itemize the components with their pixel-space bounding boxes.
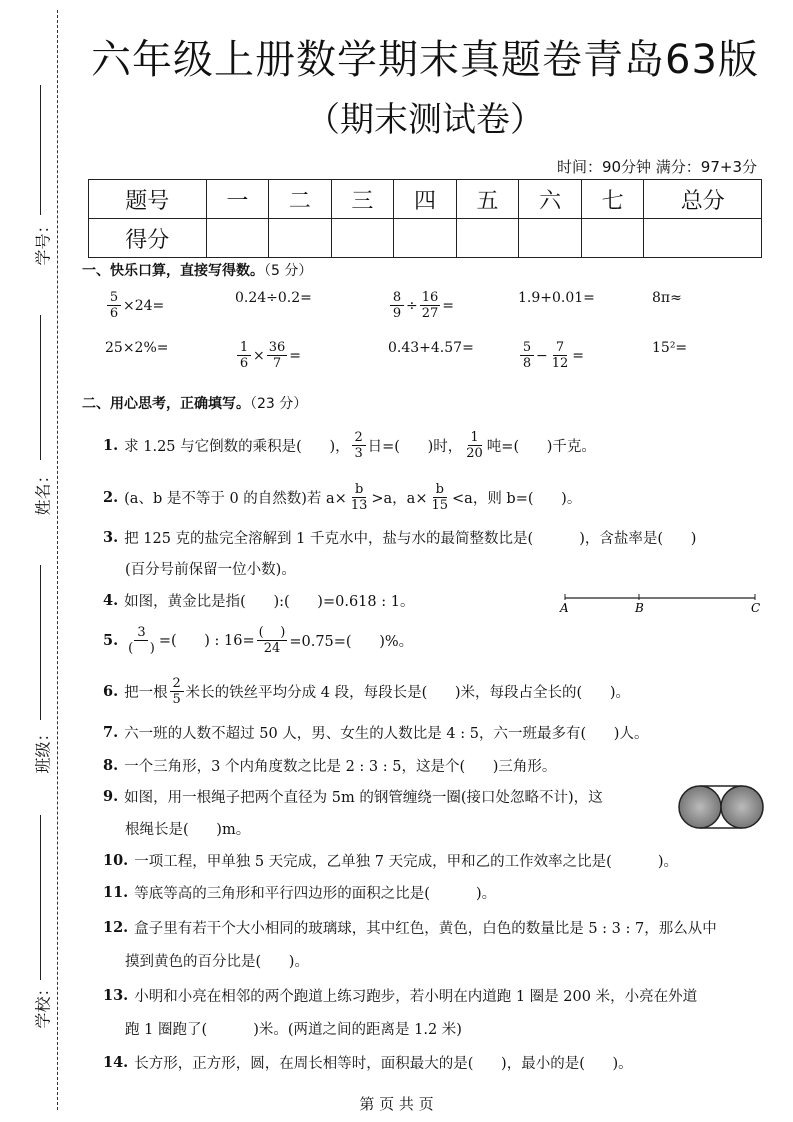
question-number: 9. [103, 788, 119, 805]
point-b-label: B [635, 601, 644, 614]
question-number: 5. [103, 632, 119, 649]
text: 根绳长是( )m。 [125, 822, 251, 838]
text: 8π≈ [652, 290, 682, 306]
text: × [253, 347, 265, 364]
text: 如图，黄金比是指( ):( )=0.618 : 1。 [124, 594, 415, 610]
text: 六一班的人数不超过 50 人，男、女生的人数比是 4 : 5，六一班最多有( )人。 [124, 726, 649, 742]
question-line [125, 818, 250, 839]
mental-math-item [235, 340, 301, 371]
text: − [536, 347, 548, 364]
text: 1.9+0.01= [518, 290, 595, 306]
point-c-label: C [751, 601, 761, 614]
question-line [103, 625, 413, 656]
point-a-label: A [560, 601, 569, 614]
score-cell[interactable] [456, 219, 519, 258]
numerator: 7 [553, 340, 567, 356]
segment-abc-figure [555, 590, 765, 614]
denominator: 5 [172, 692, 181, 707]
denominator: 3 [354, 446, 363, 461]
fraction [520, 340, 534, 371]
text: 求 1.25 与它倒数的乘积是( )， [124, 439, 350, 455]
class-line [40, 565, 41, 720]
text: 一个三角形，3 个内角度数之比是 2 : 3 : 5，这是个( )三角形。 [124, 759, 557, 775]
question-number: 10. [103, 852, 129, 869]
score-cell[interactable] [644, 219, 762, 258]
denominator: 12 [551, 356, 569, 371]
numerator: 3 [134, 625, 148, 641]
text: 米长的铁丝平均分成 4 段，每段长是( )米，每段占全长的( )。 [185, 685, 631, 701]
section1-points: （5 分） [264, 263, 313, 279]
score-table [88, 179, 762, 258]
score-cell[interactable] [269, 219, 332, 258]
mental-math-item [235, 290, 312, 306]
section1-heading [82, 260, 312, 280]
score-cell[interactable] [331, 219, 394, 258]
text: 如图，用一根绳子把两个直径为 5m 的钢管缠绕一圈(接口处忽略不计)，这 [124, 790, 603, 806]
score-cell[interactable] [519, 219, 582, 258]
numerator: b [352, 482, 366, 498]
question-line [103, 882, 496, 903]
student-id-label: 学号： [33, 217, 53, 266]
denominator: 24 [263, 641, 281, 656]
section2-points: （23 分） [250, 396, 308, 412]
pipe-right [721, 786, 763, 828]
text: 0.24÷0.2= [235, 290, 312, 306]
denominator: ( ) [128, 641, 155, 656]
text: 25×2%= [105, 340, 169, 356]
question-number: 3. [103, 529, 119, 546]
numerator: 8 [390, 290, 404, 306]
denominator: 27 [421, 306, 439, 321]
mental-math-item [652, 340, 687, 356]
question-line [125, 950, 309, 971]
binding-dashed-line [57, 10, 58, 1110]
fraction [429, 482, 450, 513]
denominator: 9 [392, 306, 402, 321]
fraction [349, 482, 370, 513]
text: 长方形，正方形，圆，在周长相等时，面积最大的是( )，最小的是( )。 [134, 1056, 633, 1072]
question-line [103, 917, 717, 938]
text: 一项工程，甲单独 5 天完成，乙单独 7 天完成，甲和乙的工作效率之比是( )。 [134, 854, 679, 870]
class-label: 班级： [33, 725, 53, 774]
question-number: 13. [103, 987, 129, 1004]
question-line [103, 755, 556, 776]
mental-math-item [518, 290, 595, 306]
question-number: 1. [103, 437, 119, 454]
header-cell: 一 [206, 180, 269, 219]
fraction [170, 676, 184, 707]
question-number: 4. [103, 592, 119, 609]
score-row [89, 219, 762, 258]
numerator: 1 [237, 340, 251, 356]
mental-math-item [518, 340, 584, 371]
denominator: 7 [272, 356, 282, 371]
page-subtitle: （期末测试卷） [306, 100, 544, 140]
header-cell: 五 [456, 180, 519, 219]
denominator: 8 [522, 356, 532, 371]
text: ×24= [123, 297, 165, 314]
text: ÷ [406, 297, 418, 314]
fraction [107, 290, 121, 321]
question-number: 11. [103, 884, 129, 901]
mental-math-item [105, 290, 164, 321]
header-cell: 四 [394, 180, 457, 219]
question-number: 8. [103, 757, 119, 774]
question-line [103, 1052, 633, 1073]
text: 吨=( )千克。 [486, 439, 596, 455]
numerator: 2 [170, 676, 184, 692]
question-number: 6. [103, 683, 119, 700]
text: 把一根 [124, 685, 168, 701]
school-line [40, 815, 41, 980]
fraction [352, 430, 366, 461]
question-line [125, 1018, 462, 1039]
text: 日=( )时， [367, 439, 463, 455]
denominator: 13 [350, 498, 368, 513]
numerator: b [433, 482, 447, 498]
pipe-left [679, 786, 721, 828]
question-line [103, 722, 648, 743]
page-footer: 第 页 共 页 [359, 1095, 434, 1113]
text: >a，a× [371, 491, 428, 507]
name-label: 姓名： [33, 467, 53, 516]
school-label: 学校： [33, 980, 53, 1029]
fraction [550, 340, 571, 371]
fraction [420, 290, 441, 321]
mental-math-item [652, 290, 682, 306]
numerator: ( ) [258, 625, 286, 640]
text: (百分号前保留一位小数)。 [125, 562, 296, 578]
row-label: 得分 [89, 219, 207, 258]
time-info: 时间：90分钟 满分：97+3分 [556, 158, 757, 176]
header-cell: 三 [331, 180, 394, 219]
text: =( ) : 16= [158, 632, 255, 649]
text: <a，则 b=( )。 [452, 491, 582, 507]
question-line [103, 430, 596, 461]
question-line [103, 786, 603, 807]
numerator: 16 [421, 290, 439, 305]
question-number: 12. [103, 919, 129, 936]
mental-math-item [388, 290, 454, 321]
fraction [464, 430, 485, 461]
numerator: 5 [107, 290, 121, 306]
denominator: 6 [109, 306, 119, 321]
section2-heading [82, 393, 307, 413]
name-line [40, 315, 41, 460]
question-number: 7. [103, 724, 119, 741]
text: 小明和小亮在相邻的两个跑道上练习跑步，若小明在内道跑 1 圈是 200 米，小亮在外道 [134, 989, 698, 1005]
denominator: 6 [239, 356, 249, 371]
question-line [103, 590, 414, 611]
text: 摸到黄色的百分比是( )。 [125, 954, 309, 970]
denominator: 15 [431, 498, 449, 513]
score-cell[interactable] [206, 219, 269, 258]
header-cell: 题号 [89, 180, 207, 219]
numerator: 1 [468, 430, 482, 446]
fraction [257, 625, 288, 656]
question-number: 14. [103, 1054, 129, 1071]
question-line [103, 482, 581, 513]
text: 跑 1 圈跑了( )米。(两道之间的距离是 1.2 米) [125, 1022, 462, 1038]
two-pipes-figure [678, 784, 764, 830]
section2-title: 二、用心思考，正确填写。 [82, 396, 250, 412]
header-cell: 六 [519, 180, 582, 219]
text: 把 125 克的盐完全溶解到 1 千克水中，盐与水的最简整数比是( )，含盐率是( ) [124, 531, 697, 547]
numerator: 36 [268, 340, 286, 355]
text: = [289, 347, 302, 364]
text: (a、b 是不等于 0 的自然数)若 a× [124, 491, 347, 507]
fraction [267, 340, 288, 371]
text: =0.75=( )%。 [289, 634, 414, 650]
section1-title: 一、快乐口算，直接写得数。 [82, 263, 264, 279]
text: = [572, 347, 585, 364]
text: 盒子里有若干个大小相同的玻璃球，其中红色，黄色，白色的数量比是 5 : 3 : 7，那么从中 [134, 921, 717, 937]
text: 等底等高的三角形和平行四边形的面积之比是( )。 [134, 886, 497, 902]
text: 0.43+4.57= [388, 340, 474, 356]
score-cell[interactable] [394, 219, 457, 258]
text: = [442, 297, 455, 314]
fraction [390, 290, 404, 321]
numerator: 5 [520, 340, 534, 356]
question-line [103, 985, 697, 1006]
header-cell: 七 [581, 180, 644, 219]
mental-math-item [388, 340, 474, 356]
question-line [103, 850, 678, 871]
score-table-header [89, 180, 762, 219]
question-number: 2. [103, 489, 119, 506]
header-cell: 二 [269, 180, 332, 219]
question-line [103, 676, 630, 707]
numerator: 2 [352, 430, 366, 446]
score-cell[interactable] [581, 219, 644, 258]
mental-math-item [105, 340, 169, 356]
header-cell: 总分 [644, 180, 762, 219]
fraction [126, 625, 157, 656]
question-line [125, 558, 296, 579]
question-line [103, 527, 696, 548]
text: 15²= [652, 340, 688, 356]
fraction [237, 340, 251, 371]
page-title: 六年级上册数学期末真题卷青岛63版 [91, 37, 759, 83]
denominator: 20 [466, 446, 483, 461]
